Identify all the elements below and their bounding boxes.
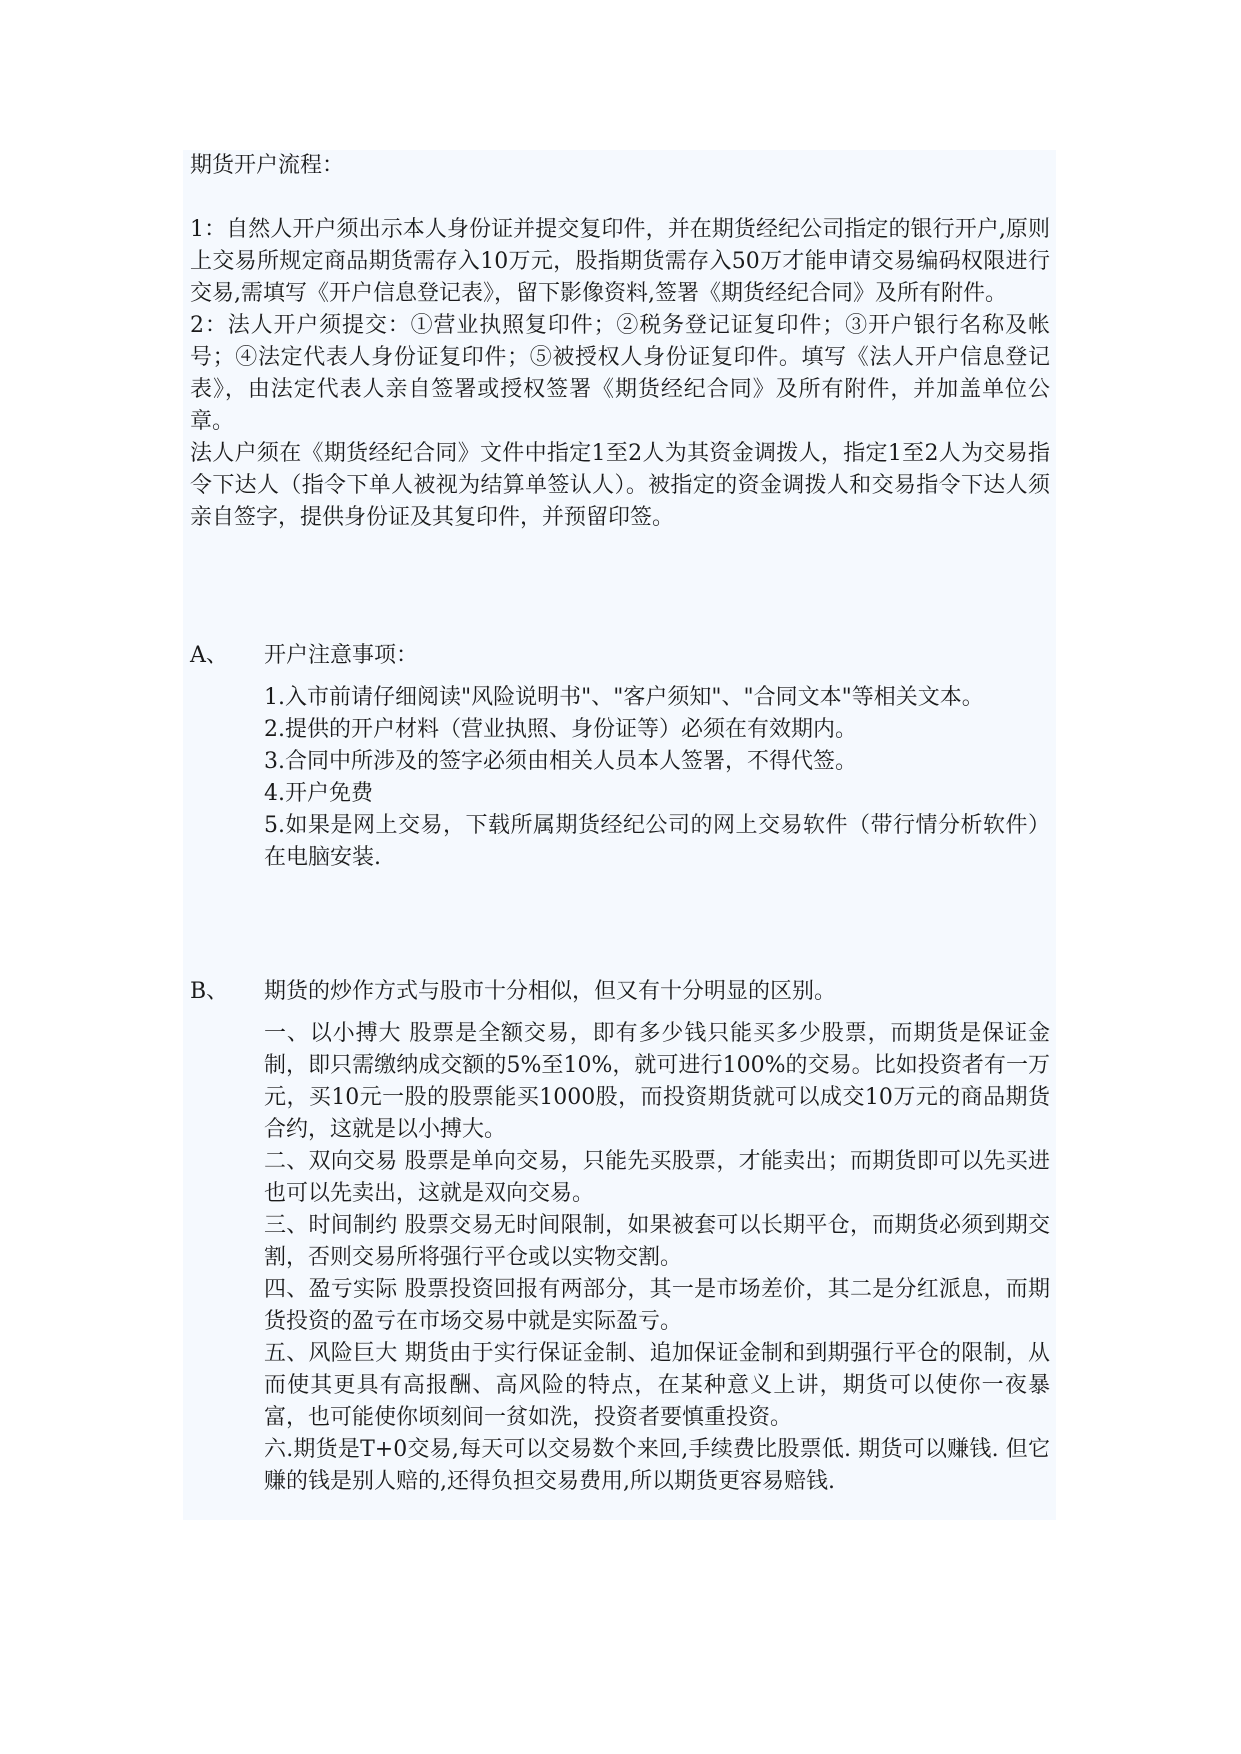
document-title: 期货开户流程： — [190, 153, 345, 178]
process-paragraph-natural-person: 1：自然人开户须出示本人身份证并提交复印件，并在期货经纪公司指定的银行开户,原则上交易所规定商品期货需存入10万元，股指期货需存入50万才能申请交易编码权限进行交易,需填写《开户信息登记表》，留下影像资料,签署《期货经纪合同》及所有附件。 — [190, 217, 1050, 306]
section-b-letter: B、 — [190, 979, 229, 1004]
list-item: 三、时间制约 股票交易无时间限制，如果被套可以长期平仓，而期货必须到期交割，否则交易所将强行平仓或以实物交割。 — [264, 1213, 1050, 1270]
section-a-list — [264, 682, 1050, 874]
list-item: 4.开户免费 — [264, 781, 373, 806]
process-paragraph-legal-person: 2：法人开户须提交：①营业执照复印件；②税务登记证复印件；③开户银行名称及帐号；④法定代表人身份证复印件；⑤被授权人身份证复印件。填写《法人开户信息登记表》，由法定代表人亲自签署或授权签署《期货经纪合同》及所有附件，并加盖单位公章。 — [190, 313, 1050, 434]
section-gap — [190, 874, 1050, 970]
section-gap — [190, 534, 1050, 634]
section-a-heading — [190, 634, 1050, 678]
list-item: 五、风险巨大 期货由于实行保证金制、追加保证金制和到期强行平仓的限制，从而使其更具有高报酬、高风险的特点，在某种意义上讲，期货可以使你一夜暴富，也可能使你顷刻间一贫如洗，投资者要慎重投资。 — [264, 1341, 1050, 1430]
list-item: 二、双向交易 股票是单向交易，只能先买股票，才能卖出；而期货即可以先买进也可以先卖出，这就是双向交易。 — [264, 1149, 1050, 1206]
section-b-heading — [190, 970, 1050, 1014]
list-item: 5.如果是网上交易，下载所属期货经纪公司的网上交易软件（带行情分析软件）在电脑安装. — [264, 813, 1050, 870]
list-item: 1.入市前请仔细阅读"风险说明书"、"客户须知"、"合同文本"等相关文本。 — [264, 685, 984, 710]
blank-line — [190, 182, 1050, 214]
list-item: 六.期货是T+0交易,每天可以交易数个来回,手续费比股票低. 期货可以赚钱. 但它赚的钱是别人赔的,还得负担交易费用,所以期货更容易赔钱. — [264, 1437, 1050, 1494]
list-item: 一、以小搏大 股票是全额交易，即有多少钱只能买多少股票，而期货是保证金制，即只需缴纳成交额的5%至10%，就可进行100%的交易。比如投资者有一万元，买10元一股的股票能买1000股，而投资期货就可以成交10万元的商品期货合约，这就是以小搏大。 — [264, 1021, 1050, 1142]
list-item: 3.合同中所涉及的签字必须由相关人员本人签署，不得代签。 — [264, 749, 857, 774]
section-a-letter: A、 — [190, 643, 228, 668]
section-a-title: 开户注意事项： — [264, 643, 419, 668]
list-item: 四、盈亏实际 股票投资回报有两部分，其一是市场差价，其二是分红派息，而期货投资的盈亏在市场交易中就是实际盈亏。 — [264, 1277, 1050, 1334]
document-body — [190, 150, 1050, 1498]
section-b-title: 期货的炒作方式与股市十分相似，但又有十分明显的区别。 — [264, 979, 837, 1004]
section-b-list — [264, 1018, 1050, 1498]
list-item: 2.提供的开户材料（营业执照、身份证等）必须在有效期内。 — [264, 717, 857, 742]
process-paragraph-designation: 法人户须在《期货经纪合同》文件中指定1至2人为其资金调拨人，指定1至2人为交易指令下达人（指令下单人被视为结算单签认人）。被指定的资金调拨人和交易指令下达人须亲自签字，提供身份证及其复印件，并预留印签。 — [190, 441, 1050, 530]
